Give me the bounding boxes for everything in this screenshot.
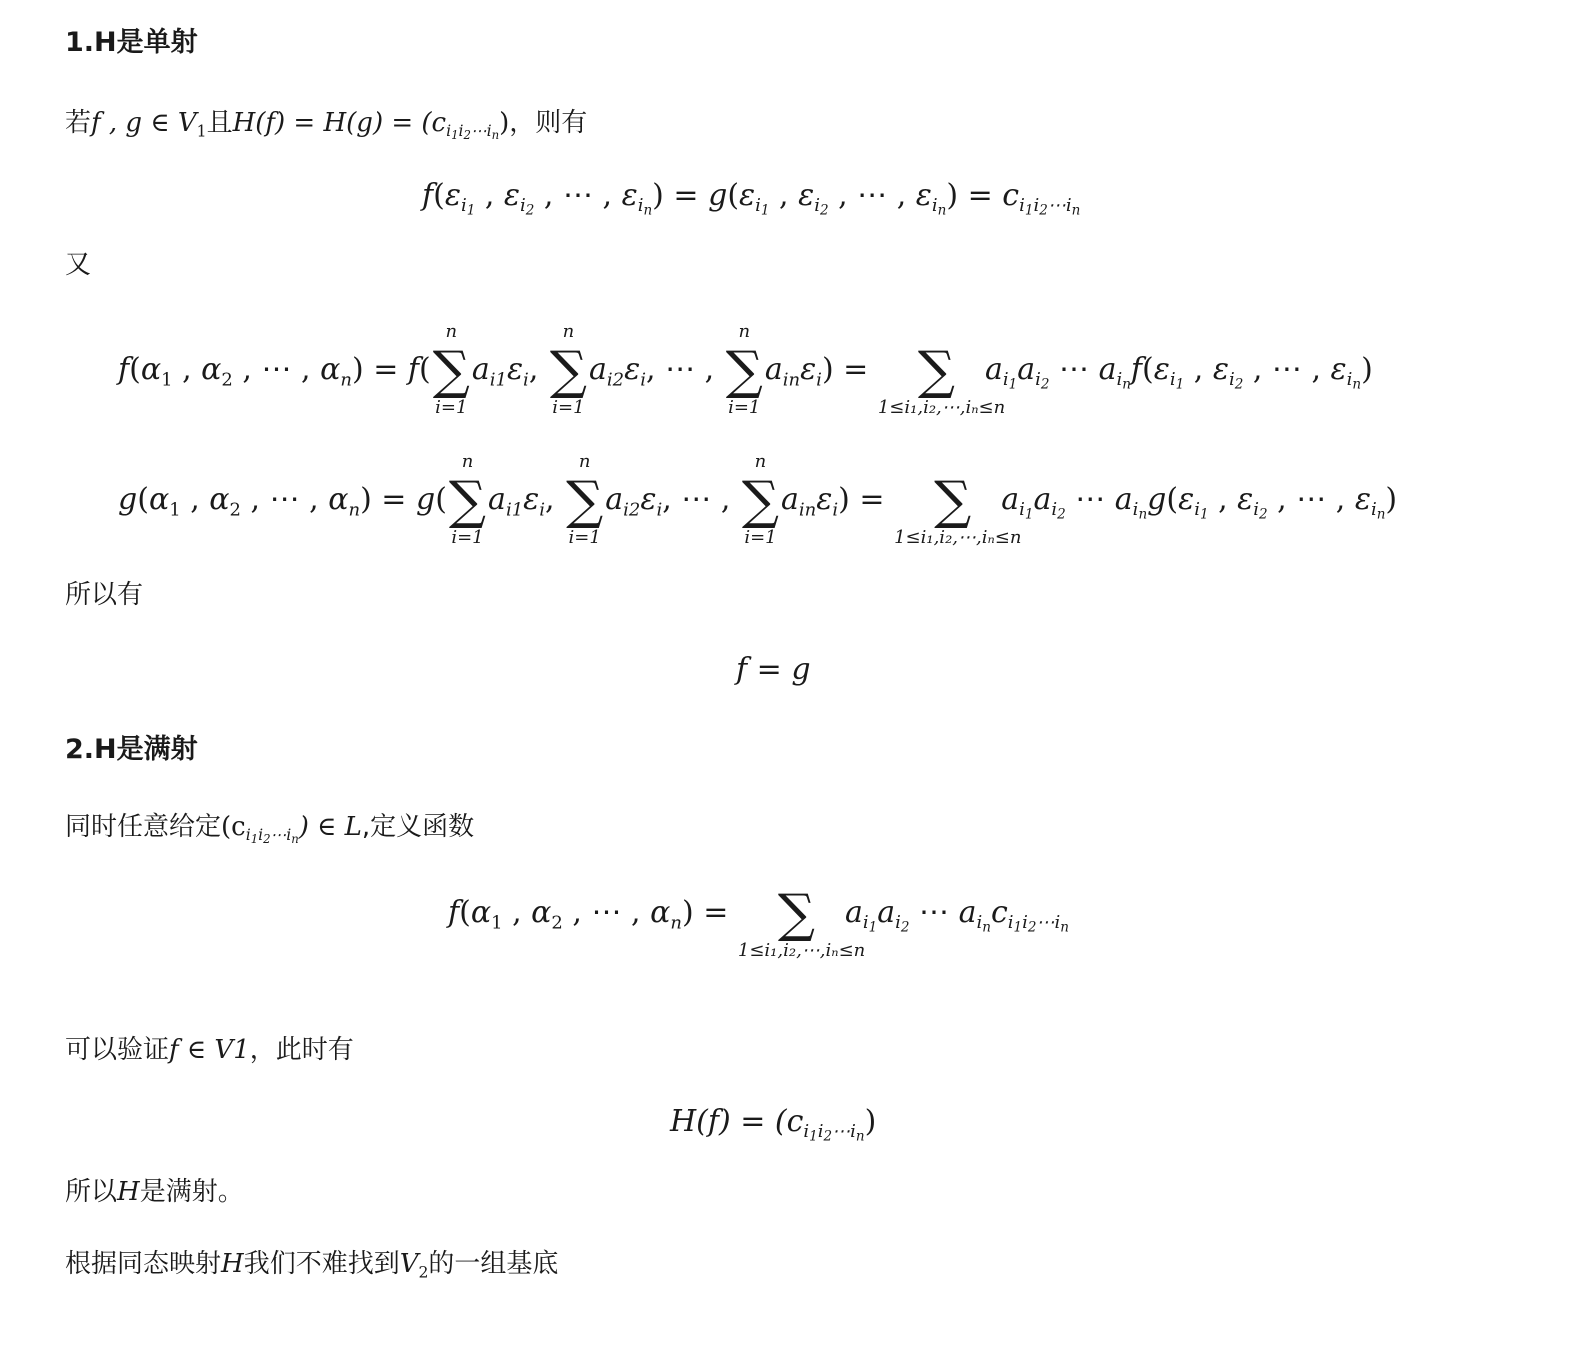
- paragraph-if: 若f , g ∈ $V_1$且$H(f) = H(g) = (c_{i_1i_2\cdots i_n})$，则有: [65, 108, 588, 143]
- paragraph-also: 又: [65, 250, 92, 280]
- equation-1: $f(\varepsilon_{i_1}$ , $\varepsilon_{i_2}$ , ⋯ , $\varepsilon_{i_n}) = g(\varepsilon_{i_1}$ , $\varepsilon_{i_2}$ , ⋯ , $\varepsilon_{i_n}) = c_{i_1i_2\cdots i_n}$: [422, 178, 1081, 219]
- paragraph-so-surjective: 所以H是满射。: [65, 1177, 244, 1207]
- paragraph-verify: 可以验证f ∈ V1，此时有: [65, 1035, 354, 1065]
- text-and: 且: [206, 108, 233, 138]
- text-if: 若: [65, 108, 92, 138]
- equation-2: $f(\alpha_1$ , $\alpha_2$ , ⋯ , $\alpha_n) = f$( n ∑ i=1 $a_{i1}\varepsilon_i$, n ∑ i=1 $a_{i2}\varepsilon_i$, ⋯ , n ∑ i=1 $a_{in}\varepsilon_i$) = ∑ 1≤i₁,i₂,⋯,iₙ≤n $a_{i_1}a_{i_2}$ ⋯ $a_{i_n}f(\varepsilon_{i_1}$ , $\varepsilon_{i_2}$ , ⋯ , $\varepsilon_{i_n}$): [118, 321, 1373, 418]
- heading-injective: 1.H是单射: [65, 27, 198, 58]
- equation-f-eq-g: f = g: [736, 652, 811, 687]
- math-v1-sub: 1: [196, 122, 207, 141]
- equation-4: $f(\alpha_1$ , $\alpha_2$ , ⋯ , $\alpha_n$) = ∑ 1≤i₁,i₂,⋯,iₙ≤n $a_{i_1}a_{i_2}$ ⋯ $a_{i_n}c_{i_1i_2\cdots i_n}$: [448, 884, 1069, 961]
- math-close: ): [499, 108, 510, 138]
- paragraph-so: 所以有: [65, 580, 144, 610]
- paragraph-basis: 根据同态映射H我们不难找到$V_2$的一组基底: [65, 1249, 559, 1282]
- paragraph-given: 同时任意给定$(c_{i_1i_2\cdots i_n})$ ∈ L,定义函数: [65, 812, 475, 847]
- text-then: ，则有: [509, 108, 588, 138]
- equation-hf: $H(f) = (c_{i_1i_2\cdots i_n})$: [670, 1104, 877, 1145]
- math-hf-eq: H(f) = H(g) = (c: [232, 108, 447, 138]
- math-fg: f , g ∈ V: [91, 108, 197, 138]
- equation-3: $g(\alpha_1$ , $\alpha_2$ , ⋯ , $\alpha_n) = g$( n ∑ i=1 $a_{i1}\varepsilon_i$, n ∑ i=1 $a_{i2}\varepsilon_i$, ⋯ , n ∑ i=1 $a_{in}\varepsilon_i$) = ∑ 1≤i₁,i₂,⋯,iₙ≤n $a_{i_1}a_{i_2}$ ⋯ $a_{i_n}g(\varepsilon_{i_1}$ , $\varepsilon_{i_2}$ , ⋯ , $\varepsilon_{i_n}$): [118, 451, 1398, 548]
- heading-surjective: 2.H是满射: [65, 734, 198, 765]
